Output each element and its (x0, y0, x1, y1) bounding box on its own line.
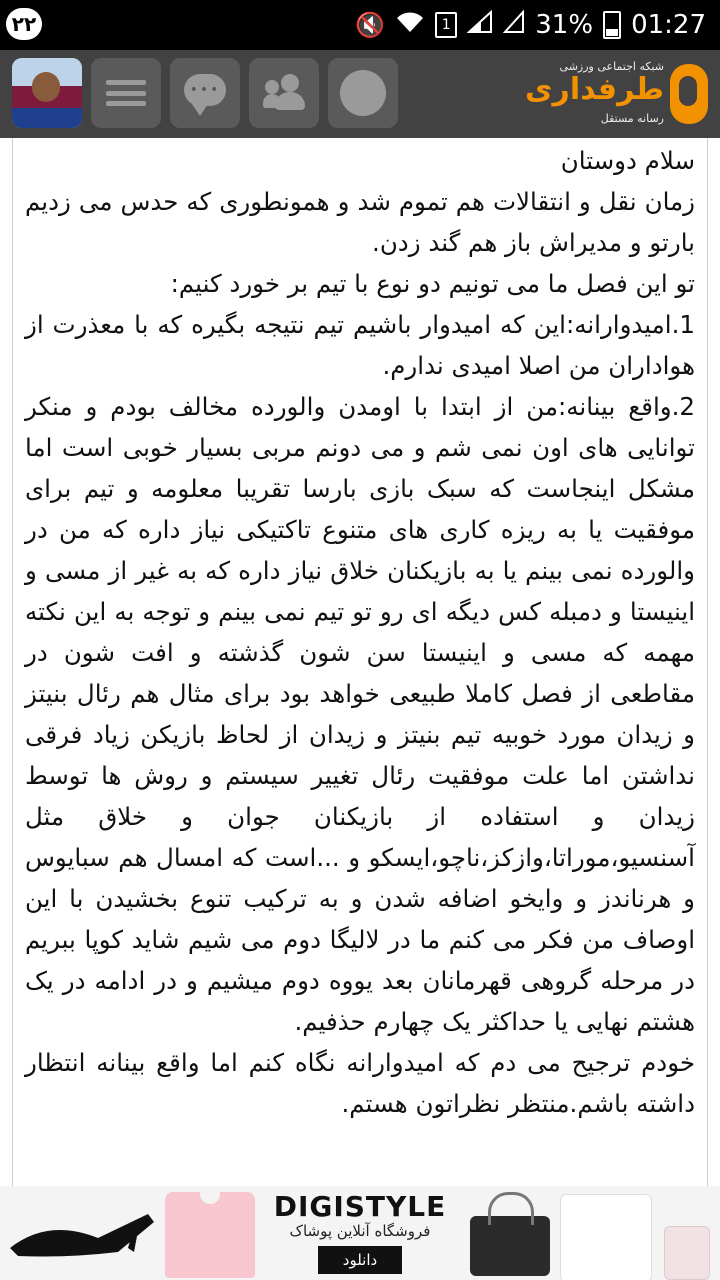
ad-banner[interactable] (0, 1186, 720, 1280)
logo-tagline: شبکه اجتماعی ورزشی (559, 60, 664, 73)
notification-count-badge: ۲۲ (6, 8, 42, 40)
article-paragraph: 1.امیدوارانه:این که امیدوار باشیم تیم نتیجه بگیره که با معذرت از هواداران من اصلا امیدی ندارم. (25, 310, 695, 380)
article-container[interactable] (12, 138, 708, 1186)
logo-brand: طرفداری (525, 72, 664, 107)
clock: 01:27 (631, 10, 706, 40)
people-icon (263, 74, 305, 112)
wifi-icon (395, 10, 425, 40)
notifications-button[interactable] (328, 58, 398, 128)
logo-subtitle: رسانه مستقل (600, 112, 664, 125)
signal-icon (467, 10, 493, 40)
article-paragraph: تو این فصل ما می تونیم دو نوع با تیم بر خورد کنیم: (170, 269, 695, 298)
friends-button[interactable] (249, 58, 319, 128)
logo-mark-icon (670, 64, 708, 124)
app-header (0, 50, 720, 138)
site-logo[interactable] (525, 54, 710, 134)
shirt-image (165, 1192, 255, 1278)
menu-icon (106, 80, 146, 106)
chat-button[interactable] (170, 58, 240, 128)
white-shirt-image (560, 1194, 652, 1280)
ad-slogan: فروشگاه آنلاین پوشاک (289, 1222, 431, 1240)
battery-percent: 31% (535, 10, 594, 40)
perfume-image (664, 1226, 710, 1280)
article-paragraph: 2.واقع بینانه:من از ابتدا با اومدن والورده مخالف بودم و منکر توانایی های اون نمی شم و می دونم مربی بسیار خوبی است اما مشکل اینجاست که سبک بازی بارسا تقریبا معلومه و تیم برای موفقیت یا به ریزه کاری های متنوع تاکتیکی نیاز داره که من در والورده نمی بینم یا به بازیکنان خلاق نیاز داره که به غیر از مسی و اینیستا و دمبله کس دیگه ای رو تو تیم نمی بینم و توجه به این نکته مهمه که مسی و اینیستا سن شون گذشته و افت شون در مقاطعی از فصل کاملا طبیعی خواهد بود برای مثال هم رئال بنیتز و زیدان مورد خوبیه تیم بنیتز و زیدان از لحاظ بازیکن زیاد فرقی نداشتن اما علت موفقیت رئال تغییر سیستم و روش ها توسط زیدان و استفاده از بازیکنان جوان و خلاق مثل آسنسیو،موراتا،وازکز،ناچو،ایسکو و ...است که امسال هم سبایوس و هرناندز و وایخو اضافه شدن و به ترکیب تنوع بخشیدن با این اوصاف من فکر می کنم ما در لالیگا دوم می شیم شاید کوپا ببریم در مرحله گروهی قهرمانان بعد یووه دوم میشیم و در ادامه در یک هشتم نهایی یا حداکثر یک چهارم حذفیم. (25, 392, 695, 1036)
article-paragraph: زمان نقل و انتقالات هم تموم شد و همونطوری که حدس می زدیم بارتو و مدیراش باز هم گند زدن. (25, 187, 695, 257)
status-bar (0, 0, 720, 50)
bag-image (470, 1216, 550, 1276)
article-paragraph: سلام دوستان (560, 146, 695, 175)
download-button[interactable]: دانلود (318, 1246, 402, 1274)
mute-icon: 🔇 (355, 11, 386, 39)
ad-brand: DIGISTYLE (273, 1190, 447, 1223)
battery-icon (603, 11, 621, 39)
status-icons (355, 0, 706, 50)
shoe-image (8, 1208, 158, 1258)
signal-icon (503, 10, 525, 40)
article-body (13, 138, 707, 1124)
sim-icon: 1 (435, 12, 457, 38)
article-paragraph: خودم ترجیح می دم که امیدوارانه نگاه کنم اما واقع بینانه انتظار داشته باشم.منتظر نظراتون هستم. (25, 1048, 695, 1118)
chat-icon: ••• (184, 74, 226, 106)
profile-avatar[interactable] (12, 58, 82, 128)
menu-button[interactable] (91, 58, 161, 128)
circle-icon (340, 70, 386, 116)
